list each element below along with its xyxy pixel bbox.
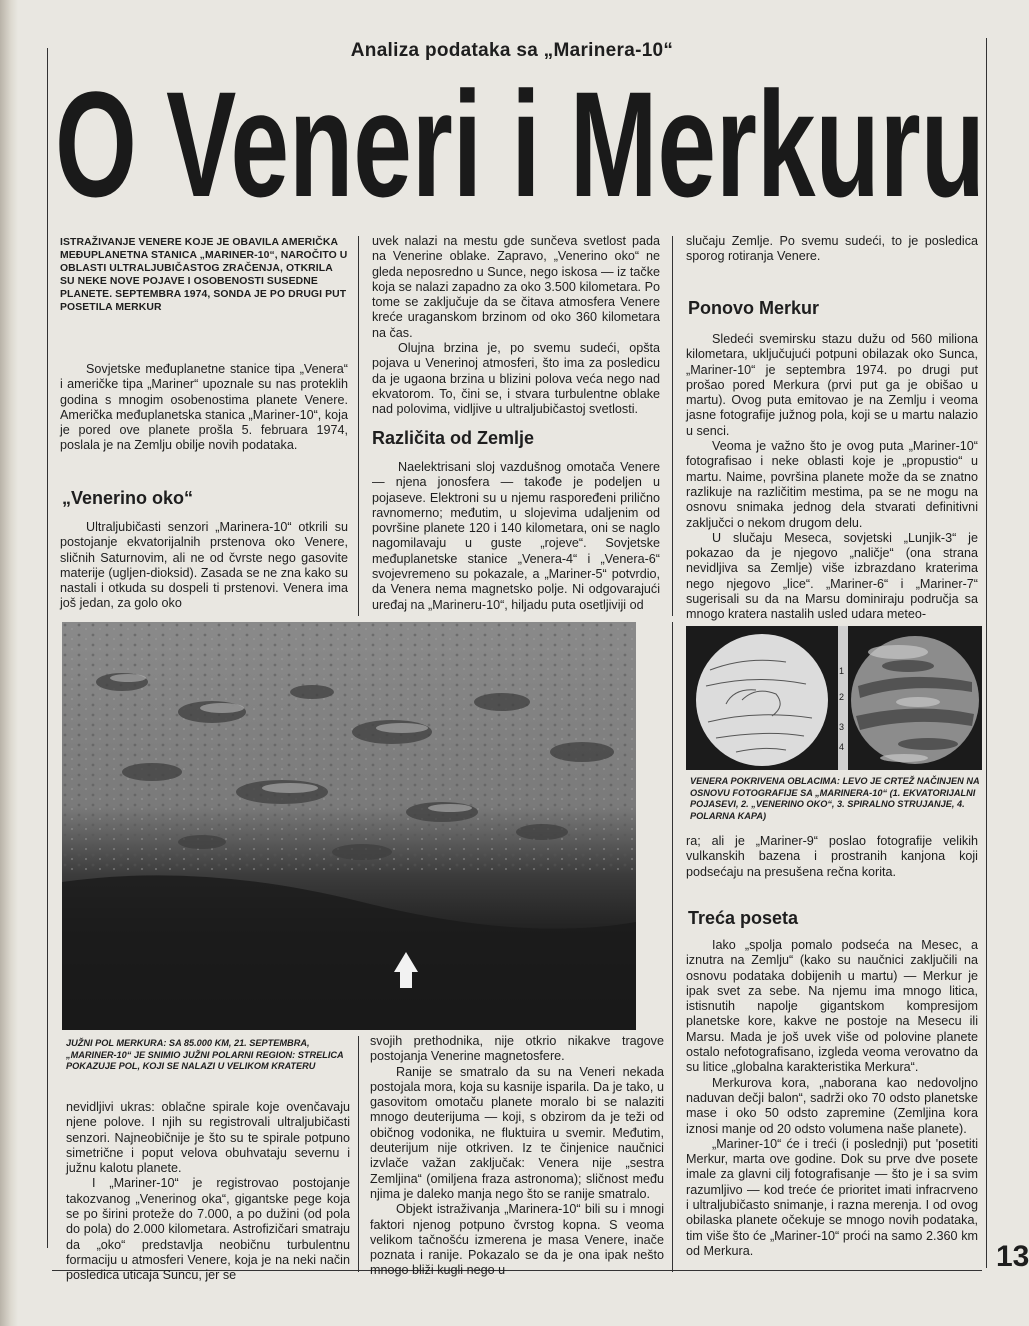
kicker: Analiza podataka sa „Marinera-10“ <box>350 40 674 61</box>
col2-paragraph-2: Olujna brzina je, po svemu sudeći, opšta pojava u Venerinoj atmosferi, što ima za posledicu da je ugaona brzina u blizini polova veća nego nad ekvatorom. To, čini se, i stvara turbulentne oblake nad polovima, vidljive u ultraljubičastoj svetlosti. <box>372 341 660 417</box>
col1-paragraph-2: Ultraljubičasti senzori „Marinera-10“ otkrili su postojanje ekvatorijalnih prstenova oko Venere, sličnih Saturnovim, ali ne od čvrste nego gasovite materije (ugljen-dioksid). Zasada se ne zna kako su nastali i otkuda su dospeli ti prstenovi. Venera ima još jedan, za golo oko <box>60 520 348 611</box>
column-divider-3 <box>358 1036 359 1272</box>
venus-photo-panel <box>848 626 982 770</box>
column-1-top <box>60 362 348 454</box>
headline <box>40 60 1000 228</box>
photo-caption: JUŽNI POL MERKURA: SA 85.000 KM, 21. SEPTEMBRA, „MARINER-10“ JE SNIMIO JUŽNI POLARNI REGION: STRELICA POKAZUJE POL, KOJI SE NALAZI U VELIKOM KRATERU <box>66 1038 344 1071</box>
venus-drawing <box>696 634 828 766</box>
col3b-heading: Treća poseta <box>688 908 799 928</box>
column-3-bottom <box>686 938 978 1259</box>
venus-caption: VENERA POKRIVENA OBLACIMA: LEVO JE CRTEŽ NAČINJEN NA OSNOVU FOTOGRAFIJE SA „MARINERA-10“ (1. EKVATORIJALNI POJASEVI, 2. „VENERINO OKO“, 3. SPIRALNO STRUJANJE, 4. POLARNA KAPA) <box>690 776 980 821</box>
column-1-bottom <box>66 1100 350 1284</box>
col3-paragraph-3: Veoma je važno što je ovog puta „Mariner-10“ fotografisao i neke oblasti koje je „propustio“ u martu. Naime, površina planete može da se znatno razlikuje na različitim mestima, pa se ne mogu na osnovu snimaka jednog dela stvarati definitivni zaključci o nekom drugom delu. <box>686 439 978 530</box>
venus-label-2: 2 <box>839 692 845 702</box>
col3-heading: Ponovo Merkur <box>688 298 820 318</box>
headline-text: O Veneri i Merkuru <box>55 60 985 228</box>
col2b-paragraph-1: svojih prethodnika, nije otkrio nikakve tragove postojanja Venerine magnetosfere. <box>370 1034 664 1064</box>
col3b-paragraph-1: ra; ali je „Mariner-9“ poslao fotografije velikih vulkanskih bazena i prostranih kanjona koji podsećaju na presušena rečna korita. <box>686 834 978 879</box>
venus-label-1: 1 <box>839 666 845 676</box>
venus-label-strip <box>838 626 848 770</box>
col2-paragraph-1: uvek nalazi na mestu gde sunčeva svetlost pada na Venerine oblake. Zapravo, „Venerino oko“ ne gleda neposredno u Sunce, nego iskosa — iz tačke koja se nalazi zapadno za oko 3.500 kilometara. Po tome se zaključuje da se čitava atmosfera Venere kreće uraganskom brzinom od oko 360 kilometara na čas. <box>372 234 660 340</box>
lead-paragraph: ISTRAŽIVANJE VENERE KOJE JE OBAVILA AMERIČKA MEĐUPLANETNA STANICA „MARINER-10“, NAROČITO U OBLASTI ULTRALJUBIČASTOG ZRAČENJA, OTKRILA SU NEKE NOVE POJAVE I OSOBENOSTI SUSEDNE PLANETE. SEPTEMBRA 1974, SONDA JE PO DRUGI PUT POSETILA MERKUR <box>60 237 348 313</box>
column-2-middle <box>372 460 660 613</box>
col2b-paragraph-2: Ranije se smatralo da su na Veneri nekada postojala mora, koja su kasnije isparila. Da je tako, u gasovitom omotaču planete moralo bi se nalaziti mnogo deuterijuma — koji, s obzirom da je teži od običnog vodonika, ne fluktuira u svemir. Međutim, deuterijum nije otkriven. Iz te činjenice naučnici izvlače važan zaključak: Venera nije „sestra Zemljina“ (omiljena fraza astronoma); sličnost među njima je daleko manja nego što se ranije smatralo. <box>370 1064 664 1201</box>
column-divider-2 <box>672 236 673 616</box>
column-3-top <box>686 234 978 265</box>
col1-heading: „Venerino oko“ <box>62 488 194 508</box>
venus-label-3: 3 <box>839 722 845 732</box>
col3b-paragraph-2: Iako „spolja pomalo podseća na Mesec, a iznutra na Zemlju“ (kako su naučnici zaključili na osnovu podataka dobijenih u martu) — Merkur je ipak svet za sebe. Na njemu ima mnogo litica, istisnutih napolje gigantskom kompresijom planetske kore, kakve ne postoje na Mesecu ili Marsu. Mada je još uvek više od polovine planete ostalo nefotografisano, izgleda veoma verovatno da su litice „globalna karakteristika Merkura“. <box>686 938 978 1075</box>
col3b-paragraph-4: „Mariner-10“ će i treći (i poslednji) put 'posetiti Merkur, marta ove godine. Dok su prve dve posete imale za glavni cilj fotografisanje — što je i sa svim razumljivo — kod treće će prioritet imati infracrveno i ultraljubičasto snimanje, i razna merenja. I od ovog obilaska planete očekuje se mnogo novih podataka, tim više što će „Mariner-10“ proći na samo 2.360 km od Merkura. <box>686 1136 978 1258</box>
column-1-middle <box>60 520 348 612</box>
col3-paragraph-1: slučaju Zemlje. Po svemu sudeći, to je posledica sporog rotiranja Venere. <box>686 234 978 264</box>
venus-label-4: 4 <box>839 742 845 752</box>
col3-paragraph-4: U slučaju Meseca, sovjetski „Lunjik-3“ je pokazao da je njegovo „naličje“ (ona strana nevidljiva sa Zemlje) više izbrazdano kraterima nego njegovo „lice“. „Mariner-6“ i „Mariner-7“ sugerisali su da na Marsu dominiraju područja sa mnogo kratera nastalih usled udara meteo- <box>686 530 978 622</box>
right-frame-rule <box>986 38 987 1268</box>
col1b-paragraph-1: nevidljivi ukras: oblačne spirale koje ovenčavaju njene polove. I njih su registrovali ultraljubičasti senzori. Najneobičnije je što su te spirale potpuno simetrične i poput velova obuhvataju severnu i južnu kalotu planete. <box>66 1100 350 1176</box>
page-number: 13 <box>996 1240 1029 1273</box>
venus-drawing-panel <box>686 626 838 770</box>
column-2-bottom <box>370 1034 664 1279</box>
col2b-paragraph-3: Objekt istraživanja „Marinera-10“ bili su i mnogi faktori njenog potpuno čvrstog kopna. S veoma velikom tačnošću izmerena je masa Venere, inače poznata i ranije. Pokazalo se da je ona ipak nešto mnogo bliži kugli nego u <box>370 1202 664 1278</box>
column-divider-4 <box>672 622 673 1272</box>
column-divider-1 <box>358 236 359 616</box>
col1b-paragraph-2: I „Mariner-10“ je registrovao postojanje takozvanog „Venerinog oka“, gigantske pege koja se po širini proteže do 7.000, a po dužini (od pola do pola) do 2.000 kilometara. Astrofizičari smatraju da „oko“ predstavlja neobičnu turbulentnu formaciju u atmosferi Venere, koja je na neki način posledica uticaja Suncu, jer se <box>66 1176 350 1283</box>
left-frame-rule <box>47 48 48 1248</box>
paper-edge <box>0 0 18 1326</box>
col3-paragraph-2: Sledeći svemirsku stazu dužu od 560 miliona kilometara, uključujući potpuni obilazak oko Sunca, „Mariner-10“ je septembra 1974. po drugi put prošao pored Merkura (prvi put ga je obišao u martu). Ovog puta emitovao je na Zemlju i veoma jasne fotografije južnog pola, koji se u martu nalazio u senci. <box>686 332 978 438</box>
col2-paragraph-3: Naelektrisani sloj vazdušnog omotača Venere — njena jonosfera — takođe je podeljen u pojaseve. Elektroni su u njemu raspoređeni prilično ravnomerno; međutim, u slojevima udaljenim od površine planete 120 i 140 kilometara, oni se naglo nagomilavaju u guste „rojeve“. Sovjetske međuplanetske stanice „Venera-4“ i „Venera-6“ svojevremeno su pokazale, a „Mariner-5“ potvrdio, da Venera nema magnetsko polje. Ni odgovarajući uređaj na „Marineru-10“, hiljadu puta osetljiviji od <box>372 460 660 612</box>
col1-paragraph-1: Sovjetske međuplanetne stanice tipa „Venera“ i američke tipa „Mariner“ upoznale su nas proteklih godina s mnogim osobenostima planete Venere. Američka međuplanetska stanica „Mariner-10“, koja je pored ove planete prošla 5. februara 1974, poslala je na Zemlju obilje novih podataka. <box>60 362 348 453</box>
mercury-south-pole-photo <box>62 622 636 1030</box>
column-3-lower <box>686 834 978 880</box>
column-2-top <box>372 234 660 418</box>
col2-heading: Različita od Zemlje <box>372 428 535 448</box>
col3b-paragraph-3: Merkurova kora, „naborana kao nedovoljno naduvan dečji balon“, sadrži oko 70 odsto planetske mase i oko 50 odsto zapremine (Zemljina kora iznosi manje od 20 odsto volumena naše planete). <box>686 1075 978 1136</box>
column-3-middle <box>686 332 978 623</box>
